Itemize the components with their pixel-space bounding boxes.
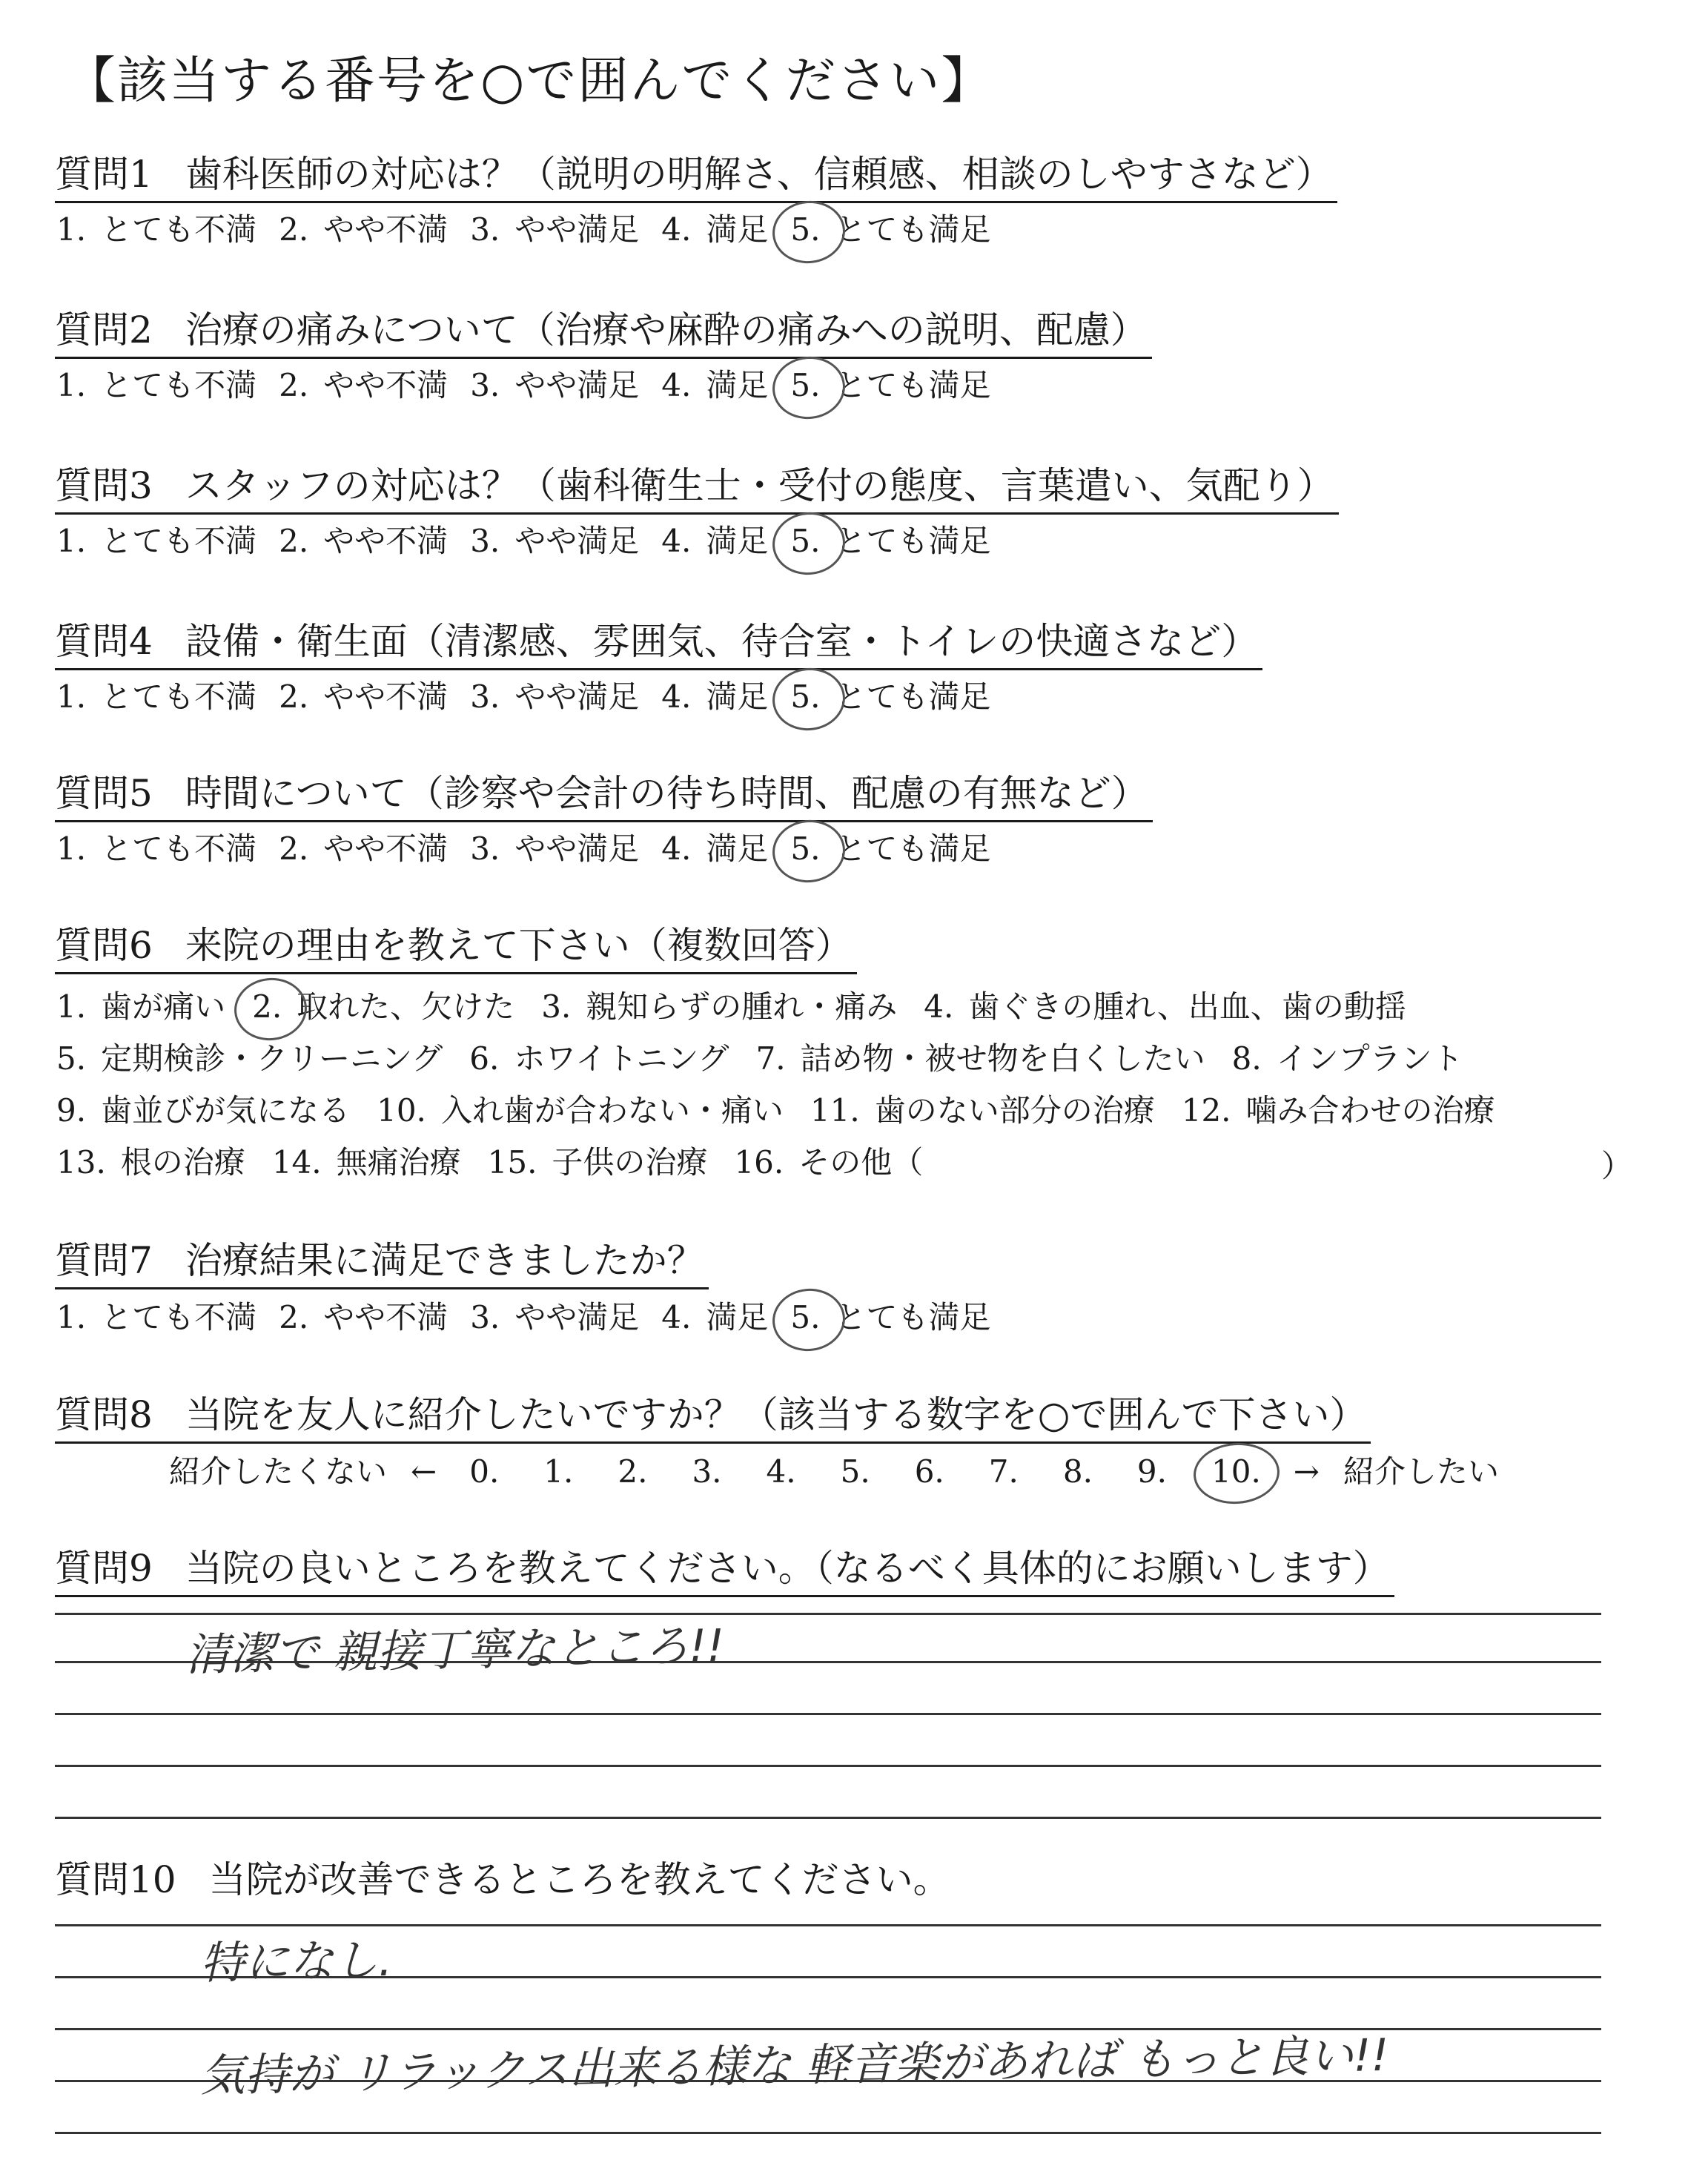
option-number: 2. bbox=[279, 211, 309, 248]
question-7-option-1[interactable] bbox=[56, 1299, 256, 1336]
question-7-option-3[interactable] bbox=[470, 1299, 639, 1336]
option-label: やや不満 bbox=[323, 367, 448, 403]
option-label: とても不満 bbox=[101, 678, 257, 715]
question-7-option-5[interactable] bbox=[790, 1299, 990, 1336]
question-8-number: 質問8 bbox=[55, 1393, 153, 1436]
question-5-option-2[interactable] bbox=[279, 830, 448, 868]
question-2-options bbox=[56, 367, 1013, 404]
question-4-number: 質問4 bbox=[55, 620, 153, 663]
question-3-number: 質問3 bbox=[55, 464, 153, 507]
option-label: とても満足 bbox=[835, 211, 991, 248]
question-6-reason-13[interactable] bbox=[56, 1144, 245, 1181]
option-label: やや満足 bbox=[514, 830, 640, 867]
question-4-heading bbox=[55, 619, 1262, 670]
question-6-other-close-paren: ） bbox=[1601, 1148, 1633, 1184]
option-label: 歯ぐきの腫れ、出血、歯の動揺 bbox=[968, 988, 1406, 1025]
option-label: とても不満 bbox=[101, 211, 257, 248]
option-label: とても不満 bbox=[101, 1299, 257, 1335]
option-label: やや満足 bbox=[514, 211, 640, 248]
option-label: 親知らずの腫れ・痛み bbox=[586, 988, 898, 1025]
option-number: 6. bbox=[469, 1040, 500, 1077]
answer-line bbox=[55, 1613, 1601, 1615]
question-7-number: 質問7 bbox=[55, 1239, 153, 1282]
question-1-option-4[interactable] bbox=[661, 211, 768, 248]
option-number: 14. bbox=[271, 1144, 322, 1180]
option-number: 3. bbox=[470, 523, 500, 559]
scale-option-0[interactable]: 0. bbox=[469, 1453, 500, 1490]
question-6-number: 質問6 bbox=[55, 924, 153, 967]
option-number: 2. bbox=[252, 988, 282, 1025]
option-label: やや不満 bbox=[323, 211, 448, 248]
question-5-option-5[interactable] bbox=[790, 830, 990, 868]
option-number: 3. bbox=[470, 367, 500, 403]
option-label: やや不満 bbox=[323, 830, 448, 867]
option-number: 16. bbox=[734, 1144, 784, 1180]
option-number: 1. bbox=[56, 523, 87, 559]
scale-option-2[interactable]: 2. bbox=[618, 1453, 648, 1490]
right-arrow-icon: → bbox=[1293, 1453, 1320, 1490]
answer-line bbox=[55, 1765, 1601, 1767]
option-label: 満足 bbox=[706, 523, 769, 559]
option-number: 3. bbox=[470, 830, 500, 867]
question-7-option-4[interactable] bbox=[661, 1299, 768, 1336]
answer-line bbox=[55, 1713, 1601, 1715]
question-6-reason-8[interactable] bbox=[1232, 1040, 1463, 1077]
question-10-answer-line-2[interactable]: 気持が リラックス出来る様な 軽音楽があれば もっと良い!! bbox=[199, 2029, 1390, 2102]
question-1-option-5[interactable] bbox=[790, 211, 990, 248]
question-4-option-5[interactable] bbox=[790, 678, 990, 716]
question-2-option-1[interactable] bbox=[56, 367, 256, 404]
question-4-option-1[interactable] bbox=[56, 678, 256, 716]
option-label: 満足 bbox=[706, 211, 769, 248]
option-number: 1. bbox=[56, 367, 87, 403]
option-number: 11. bbox=[810, 1092, 860, 1129]
option-number: 5. bbox=[56, 1040, 87, 1077]
question-2-text: 治療の痛みについて（治療や麻酔の痛みへの説明、配慮） bbox=[185, 308, 1148, 351]
option-label: 歯が痛い bbox=[101, 988, 226, 1025]
option-number: 3. bbox=[541, 988, 572, 1025]
question-4-option-3[interactable] bbox=[470, 678, 639, 716]
option-number: 3. bbox=[470, 211, 500, 248]
question-2-option-2[interactable] bbox=[279, 367, 448, 404]
question-6-reason-1[interactable] bbox=[56, 988, 225, 1025]
option-label: やや不満 bbox=[323, 523, 448, 559]
question-9-number: 質問9 bbox=[55, 1547, 153, 1590]
scale-option-3[interactable]: 3. bbox=[692, 1453, 722, 1490]
option-label: とても満足 bbox=[835, 678, 991, 715]
question-6-reason-12[interactable] bbox=[1182, 1092, 1495, 1129]
question-3-text: スタッフの対応は？（歯科衛生士・受付の態度、言葉遣い、気配り） bbox=[185, 464, 1334, 507]
form-title: 【該当する番号を○で囲んでください】 bbox=[65, 52, 993, 110]
question-6-reason-7[interactable] bbox=[756, 1040, 1205, 1077]
option-number: 3. bbox=[470, 678, 500, 715]
option-label: 入れ歯が合わない・痛い bbox=[440, 1092, 784, 1129]
question-7-text: 治療結果に満足できましたか？ bbox=[185, 1239, 704, 1282]
question-6-reason-10[interactable] bbox=[377, 1092, 784, 1129]
option-label: 満足 bbox=[706, 678, 769, 715]
question-8-scale bbox=[156, 1453, 1512, 1490]
question-3-option-5[interactable] bbox=[790, 523, 990, 560]
question-10-answer-line-1[interactable]: 特になし. bbox=[199, 1934, 393, 1990]
option-label: やや満足 bbox=[514, 523, 640, 559]
scale-option-1[interactable]: 1. bbox=[543, 1453, 574, 1490]
question-8-heading bbox=[55, 1393, 1371, 1444]
question-6-reasons-row bbox=[56, 1092, 1522, 1129]
question-6-heading bbox=[55, 923, 857, 974]
option-number: 1. bbox=[56, 988, 87, 1025]
option-label: とても不満 bbox=[101, 830, 257, 867]
option-label: やや不満 bbox=[323, 678, 448, 715]
question-6-reasons-row bbox=[56, 988, 1433, 1025]
question-10-number: 質問10 bbox=[55, 1858, 176, 1901]
option-number: 15. bbox=[487, 1144, 537, 1180]
option-label: 満足 bbox=[706, 830, 769, 867]
option-label: やや満足 bbox=[514, 1299, 640, 1335]
question-1-option-3[interactable] bbox=[470, 211, 639, 248]
option-number: 5. bbox=[790, 211, 821, 248]
question-6-reason-14[interactable] bbox=[272, 1144, 461, 1181]
question-6-text: 来院の理由を教えて下さい（複数回答） bbox=[185, 924, 853, 967]
question-10-heading bbox=[55, 1857, 955, 1906]
scale-option-4[interactable]: 4. bbox=[766, 1453, 796, 1490]
question-7-options bbox=[56, 1299, 1013, 1336]
option-number: 1. bbox=[56, 830, 87, 867]
question-2-option-5[interactable] bbox=[790, 367, 990, 404]
option-number: 2. bbox=[279, 523, 309, 559]
option-number: 2. bbox=[279, 1299, 309, 1335]
question-1-heading bbox=[55, 152, 1337, 203]
question-6-reason-4[interactable] bbox=[924, 988, 1406, 1025]
question-6-reason-9[interactable] bbox=[56, 1092, 350, 1129]
question-4-text: 設備・衛生面（清潔感、雰囲気、待合室・トイレの快適さなど） bbox=[185, 620, 1259, 663]
option-label: 定期検診・クリーニング bbox=[101, 1040, 443, 1077]
question-6-reason-15[interactable] bbox=[488, 1144, 708, 1181]
option-label: とても不満 bbox=[101, 367, 257, 403]
scale-option-8[interactable]: 8. bbox=[1062, 1453, 1093, 1490]
question-3-option-3[interactable] bbox=[470, 523, 639, 560]
option-number: 5. bbox=[790, 830, 821, 867]
question-6-reasons-row bbox=[56, 1040, 1490, 1077]
question-6-reason-3[interactable] bbox=[541, 988, 897, 1025]
option-label: やや満足 bbox=[514, 367, 640, 403]
option-number: 10. bbox=[377, 1092, 426, 1129]
question-4-option-4[interactable] bbox=[661, 678, 768, 716]
question-6-reason-6[interactable] bbox=[469, 1040, 729, 1077]
option-label: やや満足 bbox=[514, 678, 640, 715]
option-label: 歯並びが気になる bbox=[101, 1092, 351, 1129]
option-label: 満足 bbox=[706, 1299, 769, 1335]
question-1-options bbox=[56, 211, 1013, 248]
option-number: 9. bbox=[56, 1092, 87, 1129]
question-5-option-3[interactable] bbox=[470, 830, 639, 868]
question-6-reason-2[interactable] bbox=[252, 988, 514, 1025]
scale-option-10[interactable]: 10. bbox=[1211, 1453, 1261, 1490]
option-number: 5. bbox=[790, 1299, 821, 1335]
question-3-option-4[interactable] bbox=[661, 523, 768, 560]
scale-option-6[interactable]: 6. bbox=[914, 1453, 944, 1490]
question-6-reason-11[interactable] bbox=[810, 1092, 1155, 1129]
question-6-reason-16[interactable] bbox=[734, 1144, 923, 1181]
answer-line bbox=[55, 2132, 1601, 2134]
option-number: 1. bbox=[56, 1299, 87, 1335]
option-label: 無痛治療 bbox=[336, 1144, 461, 1180]
option-number: 1. bbox=[56, 211, 87, 248]
option-label: 子供の治療 bbox=[552, 1144, 708, 1180]
question-5-options bbox=[56, 830, 1013, 868]
question-9-text: 当院の良いところを教えてください。（なるべく具体的にお願いします） bbox=[185, 1547, 1390, 1590]
option-number: 4. bbox=[661, 211, 692, 248]
option-number: 13. bbox=[56, 1144, 106, 1180]
question-4-option-2[interactable] bbox=[279, 678, 448, 716]
option-label: 取れた、欠けた bbox=[297, 988, 515, 1025]
option-number: 5. bbox=[790, 678, 821, 715]
option-label: 噛み合わせの治療 bbox=[1245, 1092, 1495, 1129]
option-label: 詰め物・被せ物を白くしたい bbox=[800, 1040, 1205, 1077]
question-2-number: 質問2 bbox=[55, 308, 153, 351]
option-label: 根の治療 bbox=[120, 1144, 245, 1180]
option-label: とても満足 bbox=[835, 523, 991, 559]
question-1-number: 質問1 bbox=[55, 153, 153, 196]
option-number: 4. bbox=[661, 678, 692, 715]
question-6-reason-5[interactable] bbox=[56, 1040, 443, 1077]
question-5-heading bbox=[55, 771, 1153, 822]
question-3-option-1[interactable] bbox=[56, 523, 256, 560]
question-4-options bbox=[56, 678, 1013, 716]
option-number: 2. bbox=[279, 367, 309, 403]
question-8-text: 当院を友人に紹介したいですか？（該当する数字を○で囲んで下さい） bbox=[185, 1393, 1367, 1436]
option-number: 2. bbox=[279, 830, 309, 867]
question-9-answer[interactable]: 清潔で 親接丁寧なところ!! bbox=[185, 1619, 725, 1682]
question-9-heading bbox=[55, 1546, 1394, 1597]
question-7-heading bbox=[55, 1238, 709, 1289]
option-number: 4. bbox=[661, 830, 692, 867]
question-6-reasons-row bbox=[56, 1144, 950, 1181]
question-7-option-2[interactable] bbox=[279, 1299, 448, 1336]
question-5-text: 時間について（診察や会計の待ち時間、配慮の有無など） bbox=[185, 772, 1148, 815]
option-number: 8. bbox=[1231, 1040, 1262, 1077]
scale-option-9[interactable]: 9. bbox=[1136, 1453, 1167, 1490]
option-number: 12. bbox=[1181, 1092, 1231, 1129]
question-2-option-4[interactable] bbox=[661, 367, 768, 404]
option-label: 満足 bbox=[706, 367, 769, 403]
option-number: 5. bbox=[790, 367, 821, 403]
option-label: 歯のない部分の治療 bbox=[874, 1092, 1155, 1129]
option-label: とても満足 bbox=[835, 367, 991, 403]
option-number: 4. bbox=[661, 1299, 692, 1335]
scale-left-label: 紹介したくない bbox=[169, 1453, 388, 1490]
option-label: ホワイトニング bbox=[514, 1040, 729, 1077]
question-3-option-2[interactable] bbox=[279, 523, 448, 560]
option-label: とても満足 bbox=[835, 830, 991, 867]
question-1-option-2[interactable] bbox=[279, 211, 448, 248]
option-number: 1. bbox=[56, 678, 87, 715]
scale-right-label: 紹介したい bbox=[1343, 1453, 1500, 1490]
option-number: 7. bbox=[755, 1040, 786, 1077]
question-5-option-1[interactable] bbox=[56, 830, 256, 868]
option-number: 2. bbox=[279, 678, 309, 715]
question-3-options bbox=[56, 523, 1013, 560]
option-number: 5. bbox=[790, 523, 821, 559]
option-label: とても満足 bbox=[835, 1299, 991, 1335]
option-label: インプラント bbox=[1276, 1040, 1463, 1077]
question-2-heading bbox=[55, 308, 1152, 359]
scale-option-7[interactable]: 7. bbox=[988, 1453, 1019, 1490]
question-5-number: 質問5 bbox=[55, 772, 153, 815]
option-number: 4. bbox=[661, 523, 692, 559]
option-number: 3. bbox=[470, 1299, 500, 1335]
scale-option-5[interactable]: 5. bbox=[840, 1453, 870, 1490]
answer-line bbox=[55, 1817, 1601, 1819]
question-1-option-1[interactable] bbox=[56, 211, 256, 248]
left-arrow-icon: ← bbox=[411, 1453, 437, 1490]
option-label: やや不満 bbox=[323, 1299, 448, 1335]
option-number: 4. bbox=[661, 367, 692, 403]
option-label: その他（ bbox=[798, 1144, 924, 1180]
question-2-option-3[interactable] bbox=[470, 367, 639, 404]
question-1-text: 歯科医師の対応は？（説明の明解さ、信頼感、相談のしやすさなど） bbox=[185, 153, 1333, 196]
question-3-heading bbox=[55, 463, 1339, 515]
question-10-text: 当院が改善できるところを教えてください。 bbox=[208, 1858, 950, 1901]
option-label: とても不満 bbox=[101, 523, 257, 559]
option-number: 4. bbox=[924, 988, 954, 1025]
question-5-option-4[interactable] bbox=[661, 830, 768, 868]
